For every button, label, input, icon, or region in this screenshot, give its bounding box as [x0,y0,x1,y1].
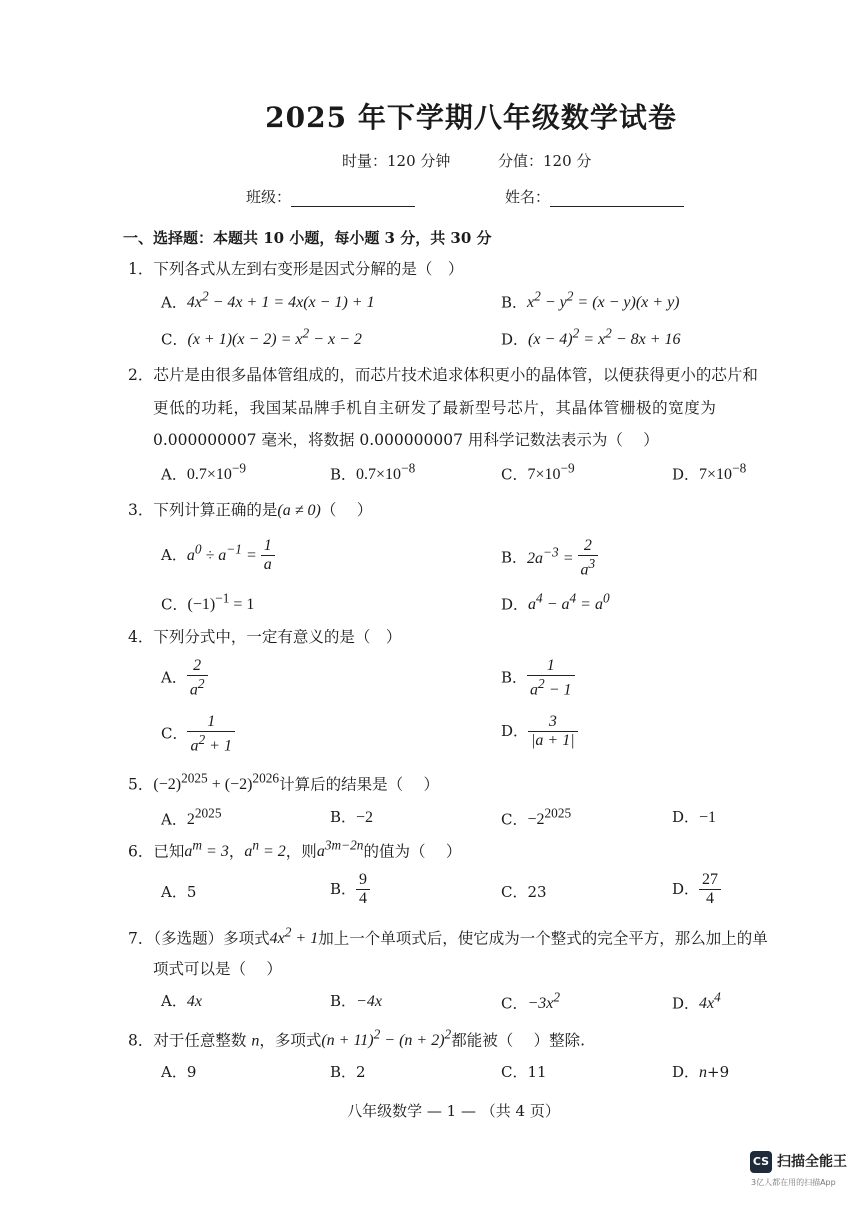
q3-option-a[interactable]: A．$a^0 \div a^{-1}$ = $\frac{1}{a}$ [161,537,275,575]
q5-option-b[interactable]: B．−2 [330,808,374,826]
q8-option-c[interactable]: C．11 [501,1063,547,1081]
question-7-line-1: 7．（多选题）多项式$4x^2 + 1$加上一个单项式后，使它成为一个整式的完全平方，那么加上的单 [128,925,768,948]
score-info: 分值：120 分 [498,152,592,170]
q7-option-c[interactable]: C．$-3x^2$ [501,990,561,1013]
question-6-stem: 6．已知$a^m = 3$，$a^n = 2$，则$a^{3m-2n}$的值为（ ） [128,838,462,861]
question-3-stem: 3．下列计算正确的是(a ≠ 0)（ ） [128,501,373,519]
question-2-line-1: 2．芯片是由很多晶体管组成的，而芯片技术追求体积更小的晶体管，以便获得更小的芯片和 [128,366,758,384]
q2-option-d[interactable]: D．$7\times 10^{-8}$ [672,461,747,484]
page-footer: 八年级数学 — 1 — （共 4 页） [347,1102,560,1120]
q7-option-d[interactable]: D．$4x^4$ [672,990,721,1013]
section-heading: 一、选择题：本题共 10 小题，每小题 3 分，共 30 分 [123,229,492,247]
question-8-stem: 8．对于任意整数 n，多项式$(n + 11)^2 - (n + 2)^2$都能被（ ）整除. [128,1027,586,1050]
q1-option-b[interactable]: B．$x^2 - y^2 = (x - y)(x + y)$ [501,289,680,312]
q8-option-d[interactable]: D．n+9 [672,1063,730,1081]
q1-option-a[interactable]: A．$4x^2 - 4x + 1 = 4x(x - 1) + 1$ [161,289,375,312]
q6-option-c[interactable]: C．23 [501,883,547,901]
q7-option-a[interactable]: A．4x [161,992,202,1010]
time-info: 时量：120 分钟 [342,152,451,170]
q4-option-b[interactable]: B． $\frac{1}{a^2 - 1}$ [501,657,575,700]
q2-option-a[interactable]: A．$0.7\times 10^{-9}$ [161,461,247,484]
class-label: 班级： [246,188,292,206]
name-blank[interactable] [550,190,684,207]
question-7-line-2: 项式可以是（ ） [153,960,282,978]
q4-option-c[interactable]: C． $\frac{1}{a^2 + 1}$ [161,713,235,756]
camscanner-tagline: 3亿人都在用的扫描App [751,1178,836,1187]
class-field [246,186,415,207]
q7-option-b[interactable]: B．−4x [330,992,382,1010]
camscanner-logo: CS [750,1151,772,1173]
question-2-line-3: 0.000000007 毫米，将数据 0.000000007 用科学记数法表示为（ ） [153,431,659,449]
name-field [505,186,684,207]
q2-option-c[interactable]: C．$7\times 10^{-9}$ [501,461,575,484]
q5-option-d[interactable]: D．−1 [672,808,717,826]
q3-option-c[interactable]: C．$(-1)^{-1} = 1$ [161,591,255,614]
q8-option-a[interactable]: A．9 [161,1063,197,1081]
question-5-stem: 5．$(-2)^{2025} + (-2)^{2026}$计算后的结果是（ ） [128,771,440,794]
exam-title: 2025 年下学期八年级数学试卷 [265,101,677,134]
q3-option-d[interactable]: D．$a^4 - a^4 = a^0$ [501,591,610,614]
camscanner-name: 扫描全能王 [777,1154,847,1170]
q5-option-a[interactable]: A．$2^{2025}$ [161,806,222,829]
q6-option-a[interactable]: A．5 [161,883,197,901]
class-blank[interactable] [291,190,415,207]
q4-option-a[interactable]: A． $\frac{2}{a^2}$ [161,657,208,700]
q4-option-d[interactable]: D． $\frac{3}{|a + 1|}$ [501,713,578,751]
q1-option-c[interactable]: C．$(x + 1)(x - 2) = x^2 - x - 2$ [161,326,362,349]
q5-option-c[interactable]: C．$-2^{2025}$ [501,806,572,829]
q6-option-b[interactable]: B． $\frac{9}{4}$ [330,871,370,909]
q6-option-d[interactable]: D． $\frac{27}{4}$ [672,871,721,909]
question-2-line-2: 更低的功耗，我国某品牌手机自主研发了最新型号芯片，其晶体管栅极的宽度为 [153,399,717,417]
question-1-stem: 1．下列各式从左到右变形是因式分解的是（ ） [128,260,464,278]
q3-option-b[interactable]: B．$2a^{-3}$ = $\frac{2}{a^3}$ [501,537,598,580]
q8-option-b[interactable]: B．2 [330,1063,366,1081]
q2-option-b[interactable]: B．$0.7\times 10^{-8}$ [330,461,416,484]
q1-option-d[interactable]: D．$(x - 4)^2 = x^2 - 8x + 16$ [501,326,681,349]
question-4-stem: 4．下列分式中，一定有意义的是（ ） [128,628,402,646]
name-label: 姓名： [505,188,551,206]
